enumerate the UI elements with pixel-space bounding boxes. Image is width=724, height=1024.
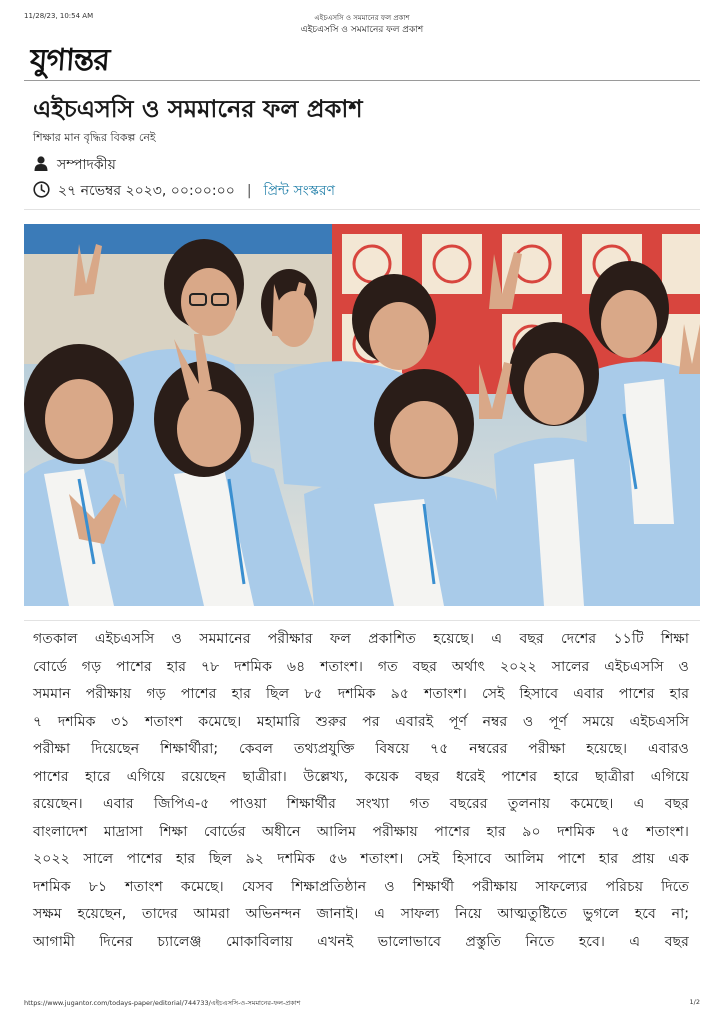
meta-divider <box>24 209 700 210</box>
body-line: সমমান পরীক্ষায় গড় পাশের হার ছিল ৮৫ দশমিক ৯৫ শতাংশ। সেই হিসাবে এবার পাশের হার <box>33 686 689 702</box>
article-headline: এইচএসসি ও সমমানের ফল প্রকাশ <box>33 95 363 123</box>
body-line: ৭ দশমিক ৩১ শতাংশ কমেছে। মহামারি শুরুর পর এবারই পূর্ণ নম্বর ও পূর্ণ সময়ে এইচএসসি <box>33 713 689 730</box>
print-doc-title: এইচএসসি ও সমমানের ফল প্রকাশ <box>314 14 410 22</box>
body-line: রয়েছেন। এবার জিপিএ-৫ পাওয়া শিক্ষার্থীর সংখ্যা গত বছরের তুলনায় কমেছে। এ বছর <box>33 796 689 812</box>
photo-students-celebrating <box>24 224 700 606</box>
article-author <box>33 155 116 175</box>
body-line: দশমিক ৮১ শতাংশ কমেছে। যেসব শিক্ষাপ্রতিষ্ঠান ও শিক্ষার্থী পরীক্ষায় সাফল্যের পরিচয় দিতে <box>33 878 689 895</box>
body-line: পরীক্ষা দিয়েছেন শিক্ষার্থীরা; কেবল তথ্যপ্রযুক্তি বিষয়ে ৭৫ নম্বরের পরীক্ষা হয়েছে। এবারও <box>33 741 689 757</box>
print-url: https://www.jugantor.com/todays-paper/editorial/744733/এইচএসসি-ও-সমমানের-ফল-প্রকাশ <box>24 999 301 1007</box>
publish-date: ২৭ নভেম্বর ২০২৩, ০০:০০:০০ <box>58 183 235 199</box>
author-name: সম্পাদকীয় <box>57 157 116 173</box>
body-line: বোর্ডে গড় পাশের হার ৭৮ দশমিক ৬৪ শতাংশ। গত বছর অর্থাৎ ২০২২ সালের এইচএসসি ও <box>33 658 689 675</box>
article-meta <box>33 181 335 201</box>
print-footer <box>24 998 700 1010</box>
print-edition-link[interactable]: প্রিন্ট সংস্করণ <box>263 183 336 199</box>
page-heading: এইচএসসি ও সমমানের ফল প্রকাশ <box>300 25 424 35</box>
body-line: সক্ষম হয়েছেন, তাদের আমরা অভিনন্দন জানাই। এ সাফল্য নিয়ে আত্মতুষ্টিতে ভুগলে হবে না; <box>33 906 689 922</box>
body-line: ২০২২ সালে পাশের হার ছিল ৯২ দশমিক ৫৬ শতাংশ। সেই হিসাবে আলিম পাশে হার প্রায় এক <box>33 851 689 867</box>
body-line: আগামী দিনের চ্যালেঞ্জ মোকাবিলায় এখনই ভালোভাবে প্রস্তুতি নিতে হবে। এ বছর <box>33 933 689 950</box>
clock-icon <box>33 181 50 202</box>
body-line: গতকাল এইচএসসি ও সমমানের পরীক্ষার ফল প্রকাশিত হয়েছে। এ বছর দেশের ১১টি শিক্ষা <box>33 631 689 647</box>
article-subtitle: শিক্ষার মান বৃদ্ধির বিকল্প নেই <box>33 131 156 144</box>
print-datetime: 11/28/23, 10:54 AM <box>24 12 94 20</box>
user-icon <box>33 155 49 175</box>
body-line: পাশের হারে এগিয়ে রয়েছেন ছাত্রীরা। উল্লেখ্য, কয়েক বছর ধরেই পাশের হারে ছাত্রীরা এগিয়ে <box>33 768 689 785</box>
article-body <box>33 626 689 956</box>
jugantor-logo[interactable]: যুগান্তর <box>28 43 111 78</box>
article-photo <box>24 224 700 606</box>
photo-divider <box>24 620 700 621</box>
meta-separator: | <box>246 183 252 199</box>
logo-divider <box>24 80 700 81</box>
print-page-number: 1/2 <box>689 998 700 1006</box>
body-line: বাংলাদেশ মাদ্রাসা শিক্ষা বোর্ডের অধীনে আলিম পরীক্ষায় পাশের হার ৯০ দশমিক ৭৫ শতাংশ। <box>33 823 689 840</box>
